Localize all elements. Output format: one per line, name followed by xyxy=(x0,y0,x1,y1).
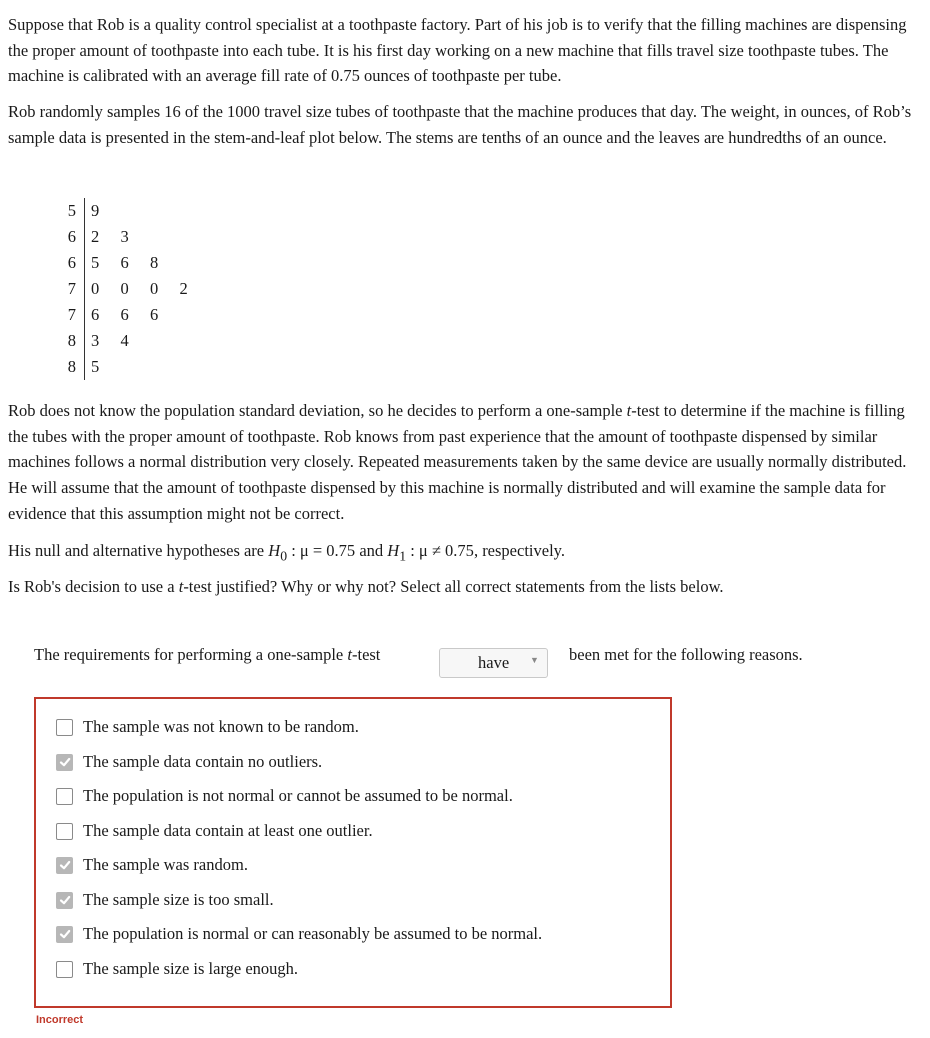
stem-value: 8 xyxy=(56,354,85,380)
option-item[interactable] xyxy=(56,784,513,808)
t-symbol: t xyxy=(347,645,352,664)
ttest-paragraph xyxy=(8,398,920,527)
dropdown-selected-value: have xyxy=(478,653,510,672)
checkbox-checked[interactable] xyxy=(56,857,73,874)
option-label: The sample data contain at least one outlier. xyxy=(83,821,373,840)
stem-value: 7 xyxy=(56,302,85,328)
option-item[interactable] xyxy=(56,715,359,739)
leaves xyxy=(85,302,180,328)
leaf-value: 0 xyxy=(91,279,100,298)
leaves xyxy=(85,198,121,224)
leaf-value: 6 xyxy=(120,253,129,272)
option-item[interactable] xyxy=(56,957,298,981)
t-symbol: t xyxy=(178,577,184,596)
leaf-value: 5 xyxy=(91,357,100,376)
leaf-value: 6 xyxy=(120,305,129,324)
option-item[interactable] xyxy=(56,750,322,774)
h1-relation: : μ ≠ 0.75 xyxy=(406,541,474,560)
option-item[interactable] xyxy=(56,819,373,843)
text: and xyxy=(355,541,388,560)
status-message: Incorrect xyxy=(36,1014,84,1026)
requirement-suffix: been met for the following reasons. xyxy=(569,645,803,664)
stem-leaf-row xyxy=(56,354,209,380)
option-item[interactable] xyxy=(56,922,542,946)
options-panel xyxy=(34,697,672,1008)
leaf-value: 0 xyxy=(120,279,129,298)
h0-subscript: 0 xyxy=(280,548,288,564)
option-item[interactable] xyxy=(56,888,274,912)
leaves xyxy=(85,250,180,276)
question-line xyxy=(8,574,920,600)
option-label: The sample was random. xyxy=(83,855,248,874)
h0-symbol: H xyxy=(268,541,281,560)
leaf-value: 4 xyxy=(120,331,129,350)
option-label: The sample data contain no outliers. xyxy=(83,752,323,771)
t-symbol: t xyxy=(626,401,632,420)
option-label: The population is normal or can reasonably be assumed to be normal. xyxy=(83,924,543,943)
option-label: The sample was not known to be random. xyxy=(83,717,359,736)
text: Is Rob's decision to use a xyxy=(8,577,179,596)
check-icon xyxy=(59,894,71,906)
requirement-dropdown[interactable] xyxy=(439,648,548,678)
stem-and-leaf-plot xyxy=(56,198,209,380)
h1-subscript: 1 xyxy=(399,548,407,564)
leaf-value: 2 xyxy=(179,279,188,298)
intro-paragraph: Suppose that Rob is a quality control specialist at a toothpaste factory. Part of his job is to verify that the filling machines are dispensing the proper amount of toothpaste into each tube. It is his first day working on a new machine that fills travel size toothpaste tubes. The machine is calibrated with an average fill rate of 0.75 ounces of toothpaste per tube. xyxy=(8,15,907,86)
leaf-value: 3 xyxy=(91,331,100,350)
leaf-value: 6 xyxy=(91,305,100,324)
text: -test justified? Why or why not? Select all correct statements from the lists below. xyxy=(183,577,724,596)
text: Rob does not know the population standard deviation, so he decides to perform a one-sample xyxy=(8,401,627,420)
text: His null and alternative hypotheses are xyxy=(8,541,269,560)
chevron-down-icon: ▼ xyxy=(530,655,539,665)
text: The requirements for performing a one-sample xyxy=(34,645,348,664)
stem-leaf-row xyxy=(56,328,209,354)
option-label: The sample size is too small. xyxy=(83,890,274,909)
leaf-value: 3 xyxy=(120,227,129,246)
option-label: The population is not normal or cannot be assumed to be normal. xyxy=(83,786,513,805)
text: -test xyxy=(351,645,381,664)
text: -test to determine if the machine is filling the tubes with the proper amount of toothpaste. Rob knows from past experience that the amount of toothpaste dispensed by similar machines follows a normal distribution very closely. Repeated measurements taken by the same device are usually normally distributed. He will assume that the amount of toothpaste dispensed by this machine is normally distributed and will examine the sample data for evidence that this assumption might not be correct. xyxy=(8,401,907,523)
stem-value: 8 xyxy=(56,328,85,354)
h0-relation: : μ = 0.75 xyxy=(287,541,356,560)
checkbox-checked[interactable] xyxy=(56,892,73,909)
hypotheses-line xyxy=(8,538,920,569)
stem-leaf-row xyxy=(56,250,209,276)
leaf-value: 6 xyxy=(150,305,159,324)
checkbox[interactable] xyxy=(56,823,73,840)
leaves xyxy=(85,276,209,302)
leaf-value: 2 xyxy=(91,227,100,246)
leaf-value: 8 xyxy=(150,253,159,272)
stem-leaf-row xyxy=(56,276,209,302)
checkbox[interactable] xyxy=(56,788,73,805)
text: , respectively. xyxy=(473,541,565,560)
h1-symbol: H xyxy=(387,541,400,560)
sample-paragraph: Rob randomly samples 16 of the 1000 travel size tubes of toothpaste that the machine produces that day. The weight, in ounces, of Rob’s sample data is presented in the stem-and-leaf plot below. The stems are tenths of an ounce and the leaves are hundredths of an ounce. xyxy=(8,102,912,147)
check-icon xyxy=(59,756,71,768)
stem-value: 6 xyxy=(56,250,85,276)
leaves xyxy=(85,224,150,250)
leaf-value: 9 xyxy=(91,201,100,220)
option-item[interactable] xyxy=(56,853,248,877)
stem-leaf-row xyxy=(56,302,209,328)
checkbox[interactable] xyxy=(56,961,73,978)
stem-leaf-row xyxy=(56,224,209,250)
stem-leaf-row xyxy=(56,198,209,224)
requirement-line xyxy=(34,642,380,676)
stem-value: 7 xyxy=(56,276,85,302)
stem-value: 6 xyxy=(56,224,85,250)
option-label: The sample size is large enough. xyxy=(83,959,299,978)
stem-value: 5 xyxy=(56,198,85,224)
checkbox[interactable] xyxy=(56,719,73,736)
leaf-value: 5 xyxy=(91,253,100,272)
leaves xyxy=(85,354,121,380)
check-icon xyxy=(59,859,71,871)
leaves xyxy=(85,328,150,354)
check-icon xyxy=(59,928,71,940)
leaf-value: 0 xyxy=(150,279,159,298)
checkbox-checked[interactable] xyxy=(56,926,73,943)
checkbox-checked[interactable] xyxy=(56,754,73,771)
